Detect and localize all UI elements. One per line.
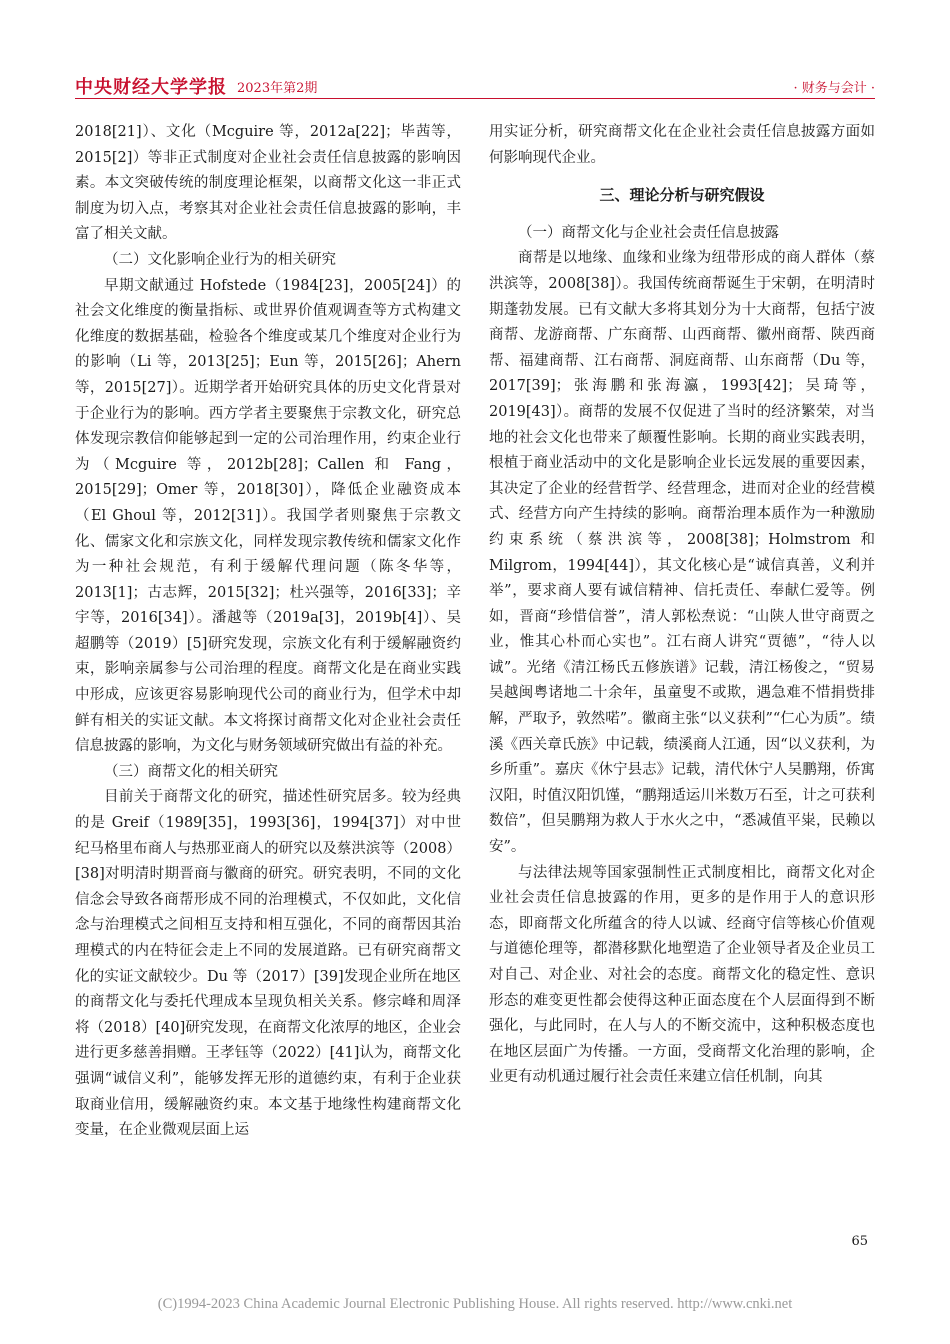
journal-name: 中央财经大学学报 [75, 77, 227, 98]
subsection-heading: （一）商帮文化与企业社会责任信息披露 [518, 224, 779, 241]
paragraph: 早期文献通过 Hofstede（1984[23]，2005[24]）的社会文化维度的衡量指标、或世界价值观调查等方式构建文化维度的数据基础，检验各个维度或某几个维度对企业行为的影响（Li 等，2013[25]；Eun 等，2015[26]；Ahern 等，2015[27]）。近期学者开始研究具体的历史文化背景对于企业行为的影响。西方学者主要聚焦于宗教文化，研究总体发现宗教信仰能够起到一定的公司治理作用，约束企业行为（Mcguire 等，2012b[28]；Callen 和 Fang，2015[29]；Omer 等，2018[30]），降低企业融资成本（El Ghoul 等，2012[31]）。我国学者则聚焦于宗教文化、儒家文化和宗族文化，同样发现宗教传统和儒家文化作为一种社会规范，有利于缓解代理问题（陈冬华等，2013[1]；古志辉，2015[32]；杜兴强等，2016[33]；辛宇等，2016[34]）。潘越等（2019a[3]，2019b[4]）、吴超鹏等（2019）[5]研究发现，宗族文化有利于缓解融资约束，影响亲属参与公司治理的程度。商帮文化是在商业实践中形成，应该更容易影响现代公司的商业行为，但学术中却鲜有相关的实证文献。本文将探讨商帮文化对企业社会责任信息披露的影响，为文化与财务领域研究做出有益的补充。 [75, 277, 461, 755]
subsection-heading: （二）文化影响企业行为的相关研究 [104, 251, 336, 268]
section-heading: 三、理论分析与研究假设 [599, 186, 765, 205]
left-column [75, 120, 461, 1144]
subsection-heading: （三）商帮文化的相关研究 [104, 763, 278, 780]
copyright-footer: (C)1994-2023 China Academic Journal Electronic Publishing House. All rights reserved. http://www.cnki.net [157, 1296, 793, 1312]
section-name: · 财务与会计 · [793, 80, 875, 96]
running-header [75, 74, 875, 99]
paragraph: 与法律法规等国家强制性正式制度相比，商帮文化对企业社会责任信息披露的作用，更多的是作用于人的意识形态，即商帮文化所蕴含的待人以诚、经商守信等核心价值观与道德伦理等，都潜移默化地塑造了企业领导者及企业员工对自己、对企业、对社会的态度。商帮文化的稳定性、意识形态的难变更性都会使得这种正面态度在个人层面得到不断强化，与此同时，在人与人的不断交流中，这种积极态度也在地区层面广为传播。一方面，受商帮文化治理的影响，企业更有动机通过履行社会责任来建立信任机制，向其 [489, 864, 875, 1086]
issue-number: 2023年第2期 [237, 80, 318, 96]
paragraph: 2018[21]）、文化（Mcguire 等，2012a[22]；毕茜等，2015[2]）等非正式制度对企业社会责任信息披露的影响因素。本文突破传统的制度理论框架，以商帮文化这一非正式制度为切入点，考察其对企业社会责任信息披露的影响，丰富了相关文献。 [75, 124, 461, 243]
paragraph: 目前关于商帮文化的研究，描述性研究居多。较为经典的是 Greif（1989[35]，1993[36]，1994[37]）对中世纪马格里布商人与热那亚商人的研究以及蔡洪滨等（2008）[38]对明清时期晋商与徽商的研究。研究表明，不同的文化信念会导致各商帮形成不同的治理模式，不仅如此，文化信念与治理模式之间相互支持和相互强化，不同的商帮因其治理模式的内在特征会走上不同的发展道路。已有研究商帮文化的实证文献较少。Du 等（2017）[39]发现企业所在地区的商帮文化与委托代理成本呈现负相关关系。修宗峰和周泽将（2018）[40]研究发现，在商帮文化浓厚的地区，企业会进行更多慈善捐赠。王孝钰等（2022）[41]认为，商帮文化强调“诚信义利”，能够发挥无形的道德约束，有利于企业获取商业信用，缓解融资约束。本文基于地缘性构建商帮文化变量，在企业微观层面上运 [75, 789, 461, 1139]
paragraph: 用实证分析，研究商帮文化在企业社会责任信息披露方面如何影响现代企业。 [489, 124, 875, 166]
right-column [489, 120, 875, 1091]
page-number: 65 [851, 1234, 868, 1249]
paragraph: 商帮是以地缘、血缘和业缘为纽带形成的商人群体（蔡洪滨等，2008[38]）。我国传统商帮诞生于宋朝，在明清时期蓬勃发展。已有文献大多将其划分为十大商帮，包括宁波商帮、龙游商帮、广东商帮、山西商帮、徽州商帮、陕西商帮、福建商帮、江右商帮、洞庭商帮、山东商帮（Du 等，2017[39]；张海鹏和张海瀛，1993[42]；吴琦等，2019[43]）。商帮的发展不仅促进了当时的经济繁荣，对当地的社会文化也带来了颠覆性影响。长期的商业实践表明，根植于商业活动中的文化是影响企业长远发展的重要因素，其决定了企业的经营哲学、经营理念，进而对企业的经营模式、经营方向产生持续的影响。商帮治理本质作为一种激励约束系统（蔡洪滨等，2008[38]；Holmstrom 和 Milgrom，1994[44]），其文化核心是“诚信真善，义利并举”，要求商人要有诚信精神、信托责任、奉献仁爱等。例如，晋商“珍惜信誉”，清人郭松焘说：“山陕人世守商贾之业，惟其心朴而心实也”。江右商人讲究“贾德”，“待人以诚”。光绪《清江杨氏五修族谱》记载，清江杨俊之，“贸易吴越闽粤诸地二十余年，虽童叟不或欺，遇急难不惜捐赀排解，严取予，敦然喏”。徽商主张“以义获利”“仁心为质”。绩溪《西关章氏族》中记载，绩溪商人江通，因“以义获利，为乡所重”。嘉庆《休宁县志》记载，清代休宁人吴鹏翔，侨寓汉阳，时值汉阳饥馑，“鹏翔适运川米数万石至，计之可获利数倍”，但吴鹏翔为救人于水火之中，“悉减值平粜，民赖以安”。 [489, 250, 875, 856]
